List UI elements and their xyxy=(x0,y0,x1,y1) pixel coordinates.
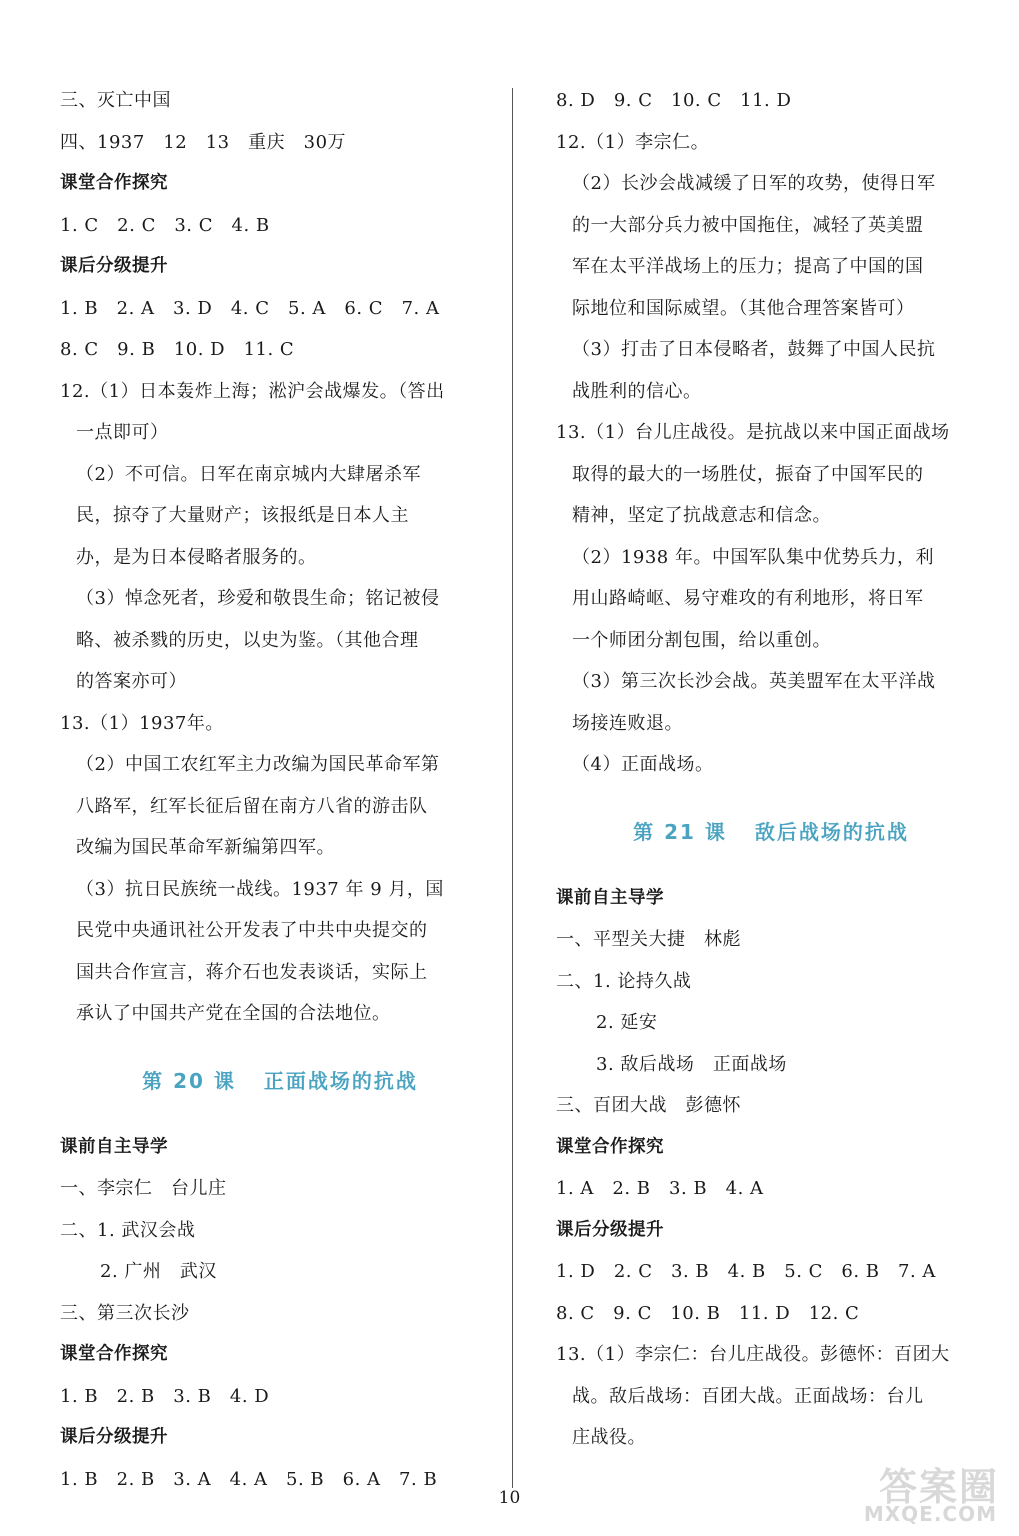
answer-line: 际地位和国际威望。（其他合理答案皆可） xyxy=(572,297,915,319)
answer-line: 一、李宗仁 台儿庄 xyxy=(60,1178,227,1199)
answer-line: 13.（1）李宗仁：台儿庄战役。彭德怀：百团大 xyxy=(556,1344,950,1365)
lesson-number: 第 20 课 xyxy=(142,1068,236,1093)
answer-line: 的一大部分兵力被中国拖住，减轻了英美盟 xyxy=(572,214,924,236)
answer-line: 三、百团大战 彭德怀 xyxy=(556,1095,741,1116)
answer-line: 庄战役。 xyxy=(572,1427,646,1448)
lesson-number: 第 21 课 xyxy=(633,819,727,844)
answer-line: 一个师团分割包围，给以重创。 xyxy=(572,629,831,651)
page-number: 10 xyxy=(498,1488,521,1508)
answer-line: 1. B 2. A 3. D 4. C 5. A 6. C 7. A xyxy=(60,297,440,319)
lesson-21-title xyxy=(556,800,986,864)
answer-line: 1. B 2. B 3. B 4. D xyxy=(60,1385,270,1407)
right-answers-lesson-20 xyxy=(556,80,986,786)
answer-line: 四、1937 12 13 重庆 30万 xyxy=(60,131,347,153)
answer-line: 2. 广州 武汉 xyxy=(100,1261,217,1282)
answer-line: 办，是为日本侵略者服务的。 xyxy=(76,546,317,568)
answer-line: 承认了中国共产党在全国的合法地位。 xyxy=(76,1003,391,1024)
section-heading: 课堂合作探究 xyxy=(556,1136,664,1157)
section-heading: 课堂合作探究 xyxy=(60,173,168,193)
answer-line: 1. C 2. C 3. C 4. B xyxy=(60,214,270,236)
answer-line: 八路军，红军长征后留在南方八省的游击队 xyxy=(76,795,428,817)
left-column xyxy=(60,80,500,1500)
answer-line: 8. C 9. C 10. B 11. D 12. C xyxy=(556,1302,860,1324)
answer-line: 取得的最大的一场胜仗，振奋了中国军民的 xyxy=(572,463,924,485)
answer-line: 一点即可） xyxy=(76,422,169,443)
answer-line: （2）不可信。日军在南京城内大肆屠杀军 xyxy=(76,463,421,485)
section-heading: 课后分级提升 xyxy=(60,1427,168,1447)
answer-line: 1. B 2. B 3. A 4. A 5. B 6. A 7. B xyxy=(60,1468,438,1490)
column-divider xyxy=(512,88,513,1488)
answer-line: 民党中央通讯社公开发表了中共中央提交的 xyxy=(76,920,428,941)
lesson-20-title xyxy=(60,1049,500,1113)
answer-line: 1. A 2. B 3. B 4. A xyxy=(556,1178,764,1199)
watermark-url: MXQE.COM xyxy=(863,1502,997,1526)
left-answers-lesson-19 xyxy=(60,80,500,1035)
answer-line: （2）长沙会战减缓了日军的攻势，使得日军 xyxy=(572,173,936,194)
answer-line: 略、被杀戮的历史，以史为鉴。（其他合理 xyxy=(76,629,419,651)
section-heading: 课堂合作探究 xyxy=(60,1344,168,1364)
answer-line: 12.（1）日本轰炸上海；淞沪会战爆发。（答出 xyxy=(60,380,445,402)
answer-line: 3. 敌后战场 正面战场 xyxy=(596,1053,787,1075)
answer-line: （3）打击了日本侵略者，鼓舞了中国人民抗 xyxy=(572,339,936,360)
answer-line: 一、平型关大捷 林彪 xyxy=(556,929,741,950)
answer-line: （3）悼念死者，珍爱和敬畏生命；铭记被侵 xyxy=(76,588,440,609)
section-heading: 课后分级提升 xyxy=(60,256,168,276)
answer-line: 2. 延安 xyxy=(596,1012,658,1033)
answer-line: 8. C 9. B 10. D 11. C xyxy=(60,339,295,360)
answer-line: （3）抗日民族统一战线。1937 年 9 月，国 xyxy=(76,878,444,900)
section-heading: 课前自主导学 xyxy=(556,887,664,908)
answer-line: 的答案亦可） xyxy=(76,671,187,692)
answer-line: 8. D 9. C 10. C 11. D xyxy=(556,90,792,111)
answer-line: 战。敌后战场：百团大战。正面战场：台儿 xyxy=(572,1385,924,1407)
watermark-text: 答案圈 xyxy=(878,1465,999,1509)
answer-line: 改编为国民革命军新编第四军。 xyxy=(76,837,335,858)
right-column xyxy=(556,80,986,1459)
answer-line: 战胜利的信心。 xyxy=(572,380,702,402)
answer-line: 13.（1）台儿庄战役。是抗战以来中国正面战场 xyxy=(556,422,950,443)
lesson-name: 正面战场的抗战 xyxy=(263,1068,418,1093)
answer-line: 二、1. 武汉会战 xyxy=(60,1219,196,1241)
answer-line: （4）正面战场。 xyxy=(572,754,714,775)
answer-line: 军在太平洋战场上的压力；提高了中国的国 xyxy=(572,256,924,277)
answer-line: 精神，坚定了抗战意志和信念。 xyxy=(572,505,831,526)
answer-line: （2）中国工农红军主力改编为国民革命军第 xyxy=(76,754,440,775)
answer-line: 国共合作宣言，蒋介石也发表谈话，实际上 xyxy=(76,961,428,983)
lesson-name: 敌后战场的抗战 xyxy=(754,819,909,844)
section-heading: 课后分级提升 xyxy=(556,1219,664,1240)
answer-line: （2）1938 年。中国军队集中优势兵力，利 xyxy=(572,546,934,568)
answer-line: 三、灭亡中国 xyxy=(60,90,171,111)
left-answers-lesson-20 xyxy=(60,1127,500,1501)
answer-line: 1. D 2. C 3. B 4. B 5. C 6. B 7. A xyxy=(556,1261,936,1282)
watermark-logo xyxy=(815,1456,1005,1526)
answer-line: 12.（1）李宗仁。 xyxy=(556,131,710,153)
answer-line: 场接连败退。 xyxy=(572,712,683,734)
section-heading: 课前自主导学 xyxy=(60,1136,168,1157)
answer-line: （3）第三次长沙会战。英美盟军在太平洋战 xyxy=(572,671,936,692)
answer-line: 用山路崎岖、易守难攻的有利地形，将日军 xyxy=(572,588,924,609)
answer-line: 二、1. 论持久战 xyxy=(556,970,692,992)
right-answers-lesson-21 xyxy=(556,878,986,1459)
answer-line: 三、第三次长沙 xyxy=(60,1302,190,1324)
answer-line: 13.（1）1937年。 xyxy=(60,712,224,734)
answer-line: 民，掠夺了大量财产；该报纸是日本人主 xyxy=(76,505,409,526)
